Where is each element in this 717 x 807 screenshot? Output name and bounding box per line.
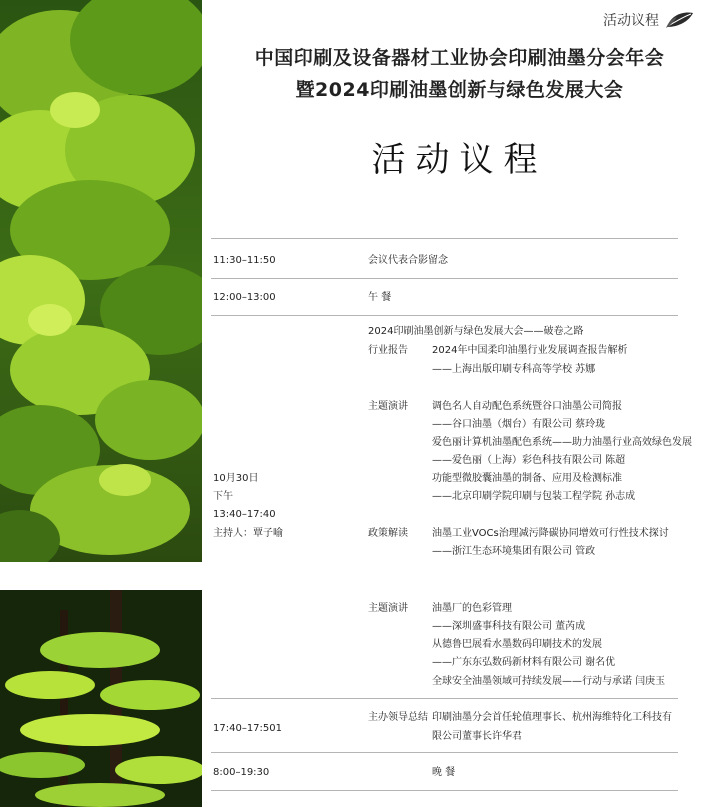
divider bbox=[211, 752, 678, 753]
divider bbox=[211, 278, 678, 279]
divider bbox=[211, 790, 678, 791]
talk-speaker: ——广东东弘数码新材料有限公司 谢名优 bbox=[432, 657, 616, 668]
category-label: 主办领导总结 bbox=[368, 712, 428, 723]
forest-photo-top bbox=[0, 0, 202, 562]
category-label: 主题演讲 bbox=[368, 603, 408, 614]
category-label: 行业报告 bbox=[368, 345, 408, 356]
divider bbox=[211, 698, 678, 699]
talk-speaker: ——上海出版印刷专科高等学校 苏娜 bbox=[432, 364, 596, 375]
talk-speaker: ——深圳盛事科技有限公司 董芮成 bbox=[432, 621, 586, 632]
title-line-1: 中国印刷及设备器材工业协会印刷油墨分会年会 bbox=[254, 47, 665, 69]
row-item: 晚 餐 bbox=[432, 767, 456, 778]
divider bbox=[211, 238, 678, 239]
talk-title: 油墨厂的色彩管理 bbox=[432, 603, 512, 614]
talk-title: 从德鲁巴展看水墨数码印刷技术的发展 bbox=[432, 639, 602, 650]
category-label: 政策解读 bbox=[368, 528, 408, 539]
row-time: 12:00–13:00 bbox=[213, 292, 276, 303]
talk-speaker: ——谷口油墨（烟台）有限公司 蔡玲珑 bbox=[432, 419, 606, 430]
brand bbox=[603, 10, 695, 30]
session-time: 13:40–17:40 bbox=[213, 509, 276, 520]
summary-text: 印刷油墨分会首任轮值理事长、杭州海维特化工科技有 bbox=[432, 712, 672, 723]
page-title: 活动议程 bbox=[371, 140, 548, 180]
talk-title: 全球安全油墨领域可持续发展——行动与承诺 闫庚玉 bbox=[432, 676, 666, 687]
talk-speaker: ——北京印刷学院印刷与包装工程学院 孙志成 bbox=[432, 491, 636, 502]
row-item: 会议代表合影留念 bbox=[368, 255, 448, 266]
row-time: 11:30–11:50 bbox=[213, 255, 276, 266]
leaf-icon bbox=[665, 11, 695, 29]
talk-speaker: ——爱色丽（上海）彩色科技有限公司 陈超 bbox=[432, 455, 626, 466]
row-item: 午 餐 bbox=[368, 292, 392, 303]
talk-title: 功能型微胶囊油墨的制备、应用及检测标准 bbox=[432, 473, 622, 484]
title-line-2: 暨2024印刷油墨创新与绿色发展大会 bbox=[295, 79, 624, 101]
row-time: 8:00–19:30 bbox=[213, 767, 270, 778]
session-host: 主持人：覃子喻 bbox=[213, 528, 283, 539]
session-title: 2024印刷油墨创新与绿色发展大会——破卷之路 bbox=[368, 326, 584, 337]
row-time: 17:40–17:501 bbox=[213, 723, 282, 734]
session-period: 下午 bbox=[213, 491, 233, 502]
session-date: 10月30日 bbox=[213, 473, 259, 484]
talk-title: 2024年中国柔印油墨行业发展调查报告解析 bbox=[432, 345, 628, 356]
talk-title: 爱色丽计算机油墨配色系统——助力油墨行业高效绿色发展 bbox=[432, 437, 692, 448]
talk-title: 油墨工业VOCs治理减污降碳协同增效可行性技术探讨 bbox=[432, 528, 669, 539]
talk-speaker: ——浙江生态环境集团有限公司 管政 bbox=[432, 546, 596, 557]
summary-text: 限公司董事长许华君 bbox=[432, 731, 522, 742]
pine-photo-bottom bbox=[0, 590, 202, 807]
talk-title: 调色名人自动配色系统暨谷口油墨公司简报 bbox=[432, 401, 622, 412]
category-label: 主题演讲 bbox=[368, 401, 408, 412]
divider bbox=[211, 315, 678, 316]
brand-label: 活动议程 bbox=[603, 13, 659, 29]
